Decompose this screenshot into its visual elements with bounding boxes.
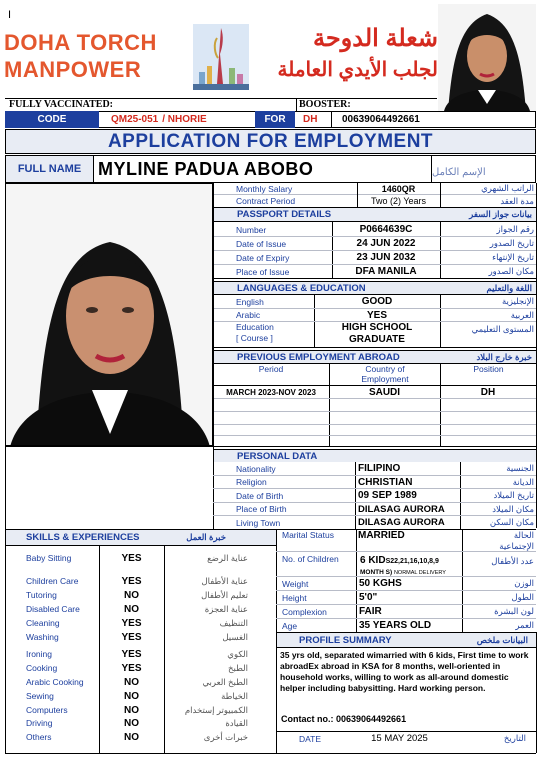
nationality-value: FILIPINO [358, 463, 401, 474]
full-name-ar: الإسم الكامل [431, 156, 535, 182]
code-row [5, 111, 536, 128]
passport-expiry-ar: تاريخ الإنتهاء [492, 252, 534, 262]
profile-summary-text: 35 yrs old, separated wimarried with 6 kids, First time to work abroadEx abroad in KSA for 8 months, well-oriented in household works, willing to work as all-around domestic helper including babysitting. Hard working person. [280, 650, 529, 693]
skill-label: Baby Sitting [26, 553, 72, 563]
passport-expiry-row [236, 251, 536, 264]
children-months: MONTH S) [360, 569, 393, 576]
dob-row [236, 489, 536, 502]
complexion-row [282, 605, 536, 618]
employment-row [213, 386, 536, 398]
passport-place-row [236, 265, 536, 278]
salary-label: Monthly Salary [236, 183, 293, 194]
age-ar: العمر [515, 620, 534, 630]
arabic-label: Arabic [236, 310, 261, 320]
passport-expiry-value: 23 JUN 2032 [356, 252, 416, 263]
pob-row [236, 503, 536, 515]
age-value: 35 YEARS OLD [359, 620, 432, 631]
employment-title: PREVIOUS EMPLOYMENT ABROAD [237, 351, 400, 363]
dob-value: 09 SEP 1989 [358, 490, 417, 501]
education-value-line2: GRADUATE [349, 334, 405, 345]
skill-value: YES [121, 552, 142, 564]
skill-ar: التنظيف [219, 617, 248, 628]
full-name-row [5, 155, 536, 183]
skill-ar: الخياطة [221, 690, 248, 701]
skill-row [6, 617, 276, 629]
height-row [282, 591, 536, 604]
skill-label: Computers [26, 705, 68, 715]
weight-label: Weight [282, 578, 309, 589]
english-value: GOOD [361, 296, 393, 307]
religion-row [236, 476, 536, 488]
living-town-ar: مكان السكن [489, 517, 534, 527]
pob-value: DILASAG AURORA [358, 503, 445, 515]
marital-ar-line2: الإجتماعية [499, 541, 534, 551]
english-label: English [236, 296, 264, 307]
skill-label: Others [26, 732, 52, 742]
children-ar: عدد الأطفال [491, 556, 534, 566]
profile-header [277, 633, 536, 648]
skill-ar: الغسيل [222, 631, 248, 642]
skills-title: SKILLS & EXPERIENCES [26, 532, 140, 543]
nationality-ar: الجنسية [506, 463, 534, 473]
skill-row [6, 589, 276, 601]
children-label: No. of Children [282, 554, 339, 564]
for-label: FOR [255, 111, 295, 128]
passport-issue-value: 24 JUN 2022 [356, 238, 416, 249]
weight-row [282, 577, 536, 590]
passport-number-ar: رقم الجواز [496, 224, 534, 234]
salary-row [236, 183, 536, 194]
weight-value: 50 KGHS [359, 578, 402, 589]
skill-label: Arabic Cooking [26, 677, 84, 687]
english-ar: الإنجليزية [501, 296, 534, 306]
skill-row [6, 704, 276, 716]
employment-period: MARCH 2023-NOV 2023 [226, 387, 316, 397]
weight-ar: الوزن [514, 578, 534, 588]
applicant-photo-large [5, 183, 213, 446]
complexion-label: Complexion [282, 606, 327, 617]
skill-label: Disabled Care [26, 604, 80, 614]
skill-label: Cleaning [26, 618, 60, 628]
living-town-label: Living Town [236, 517, 281, 528]
skill-label: Children Care [26, 576, 79, 586]
booster-label: BOOSTER: [299, 99, 351, 110]
religion-ar: الديانة [512, 476, 534, 487]
skills-title-ar: خبرة العمل [186, 532, 226, 542]
languages-header [213, 281, 536, 295]
torch-logo [193, 24, 249, 90]
marital-ar-line1: الحالة [513, 530, 534, 540]
age-label: Age [282, 620, 298, 631]
age-row [282, 619, 536, 632]
skill-ar: الطبخ [228, 662, 248, 673]
skill-row [6, 648, 276, 660]
skill-row [6, 662, 276, 674]
skill-row [6, 717, 276, 729]
height-label: Height [282, 592, 307, 603]
skill-ar: القيادة [225, 717, 248, 728]
pob-label: Place of Birth [236, 504, 287, 514]
form-title: APPLICATION FOR EMPLOYMENT [5, 129, 536, 154]
skill-ar: تعليم الأطفال [201, 589, 248, 600]
code-value: QM25-051 [111, 114, 159, 125]
employment-country: SAUDI [368, 386, 401, 398]
arabic-ar: العربية [510, 309, 534, 320]
company-name-ar-line1: شعلة الدوحة [312, 25, 438, 52]
skill-label: Ironing [26, 649, 52, 659]
date-value: 15 MAY 2025 [371, 733, 428, 744]
skill-label: Sewing [26, 691, 54, 701]
personal-title: PERSONAL DATA [237, 450, 318, 462]
company-name-ar-line2: لجلب الأيدي العاملة [277, 59, 438, 81]
passport-issue-row [236, 237, 536, 250]
children-delivery-note: NORMAL DELIVERY [393, 570, 446, 576]
religion-label: Religion [236, 477, 267, 487]
passport-issue-label: Date of Issue [236, 238, 287, 249]
contract-row [236, 195, 536, 207]
skill-value: NO [124, 603, 139, 615]
dob-label: Date of Birth [236, 490, 284, 501]
skill-row [6, 575, 276, 587]
profile-title: PROFILE SUMMARY [299, 634, 392, 646]
employment-col-country: Country of Employment [361, 364, 409, 384]
passport-issue-ar: تاريخ الصدور [489, 238, 534, 248]
skill-row [6, 631, 276, 643]
employment-col-period: Period [258, 364, 284, 374]
passport-number-value: P0664639C [359, 224, 413, 235]
passport-expiry-label: Date of Expiry [236, 252, 290, 263]
skill-value: NO [124, 690, 139, 702]
employment-position: DH [480, 386, 496, 398]
arabic-value: YES [366, 309, 387, 321]
skill-value: YES [121, 631, 142, 643]
skill-value: YES [121, 648, 142, 660]
skill-ar: الطبخ العربي [202, 676, 248, 687]
skill-value: NO [124, 589, 139, 601]
skill-ar: عناية الأطفال [201, 575, 248, 586]
passport-place-label: Place of Issue [236, 266, 290, 277]
education-label-line1: Education [236, 322, 274, 332]
skill-label: Tutoring [26, 590, 57, 600]
education-label [236, 322, 314, 344]
education-value-line1: HIGH SCHOOL [341, 322, 413, 333]
skill-row [6, 552, 276, 564]
languages-title-ar: اللغة والتعليم [486, 282, 532, 293]
contract-value: Two (2) Years [370, 196, 427, 206]
living-town-value: DILASAG AURORA [358, 517, 445, 528]
full-name-value: MYLINE PADUA ABOBO [98, 158, 314, 179]
education-value [314, 322, 440, 346]
skill-ar: الكوي [227, 648, 248, 659]
marital-value: MARRIED [358, 530, 405, 541]
height-value: 5'0" [359, 592, 378, 603]
passport-place-ar: مكان الصدور [488, 266, 534, 276]
skill-value: NO [124, 717, 139, 729]
complexion-ar: لون البشرة [494, 606, 534, 616]
skill-row [6, 676, 276, 688]
personal-header [213, 449, 536, 462]
skill-ar: عناية العجزة [204, 603, 248, 614]
code-suffix: / NHORIE [162, 114, 207, 125]
marital-ar [464, 530, 534, 552]
contract-label: Contract Period [236, 196, 296, 206]
nationality-row [236, 462, 536, 475]
profile-title-ar: البيانات ملخص [476, 634, 528, 645]
english-row [236, 295, 536, 308]
living-town-row [236, 516, 536, 529]
date-row [277, 732, 536, 745]
passport-header [213, 208, 536, 222]
skill-row [6, 731, 276, 743]
passport-number-label: Number [236, 224, 267, 235]
dob-ar: تاريخ الميلاد [493, 490, 534, 500]
nationality-label: Nationality [236, 463, 276, 474]
passport-number-row [236, 223, 536, 236]
company-name-en-line1: DOHA TORCH [4, 30, 157, 55]
for-value: DH [295, 111, 331, 128]
company-name-en-line2: MANPOWER [4, 57, 142, 82]
salary-ar: الراتب الشهري [481, 183, 534, 193]
contract-ar: مدة العقد [500, 195, 534, 206]
skill-value: YES [121, 662, 142, 674]
passport-place-value: DFA MANILA [355, 266, 417, 277]
skill-ar: عناية الرضع [207, 552, 248, 563]
skill-ar: خبرات أخرى [203, 731, 248, 742]
applicant-photo-small [438, 4, 536, 111]
arabic-row [236, 309, 536, 321]
complexion-value: FAIR [359, 606, 382, 617]
education-ar: المستوى التعليمي [471, 324, 534, 334]
employment-col-position: Position [473, 364, 504, 374]
marital-label: Marital Status [282, 530, 334, 540]
skill-value: NO [124, 731, 139, 743]
phone-value: 00639064492661 [331, 111, 536, 128]
skills-header [6, 530, 276, 546]
skill-row [6, 603, 276, 615]
children-ages: S22,21,16,10,8,9 [385, 558, 439, 565]
pob-ar: مكان الميلاد [492, 503, 534, 514]
corner-mark: I [8, 9, 12, 21]
skill-value: YES [121, 617, 142, 629]
skill-value: NO [124, 676, 139, 688]
religion-value: CHRISTIAN [358, 476, 413, 488]
skill-label: Washing [26, 632, 59, 642]
full-name-label: FULL NAME [6, 156, 94, 182]
skill-row [6, 690, 276, 702]
skill-value: NO [124, 704, 139, 716]
skill-label: Driving [26, 718, 53, 728]
passport-title: PASSPORT DETAILS [237, 209, 332, 220]
date-ar: التاريخ [503, 733, 526, 743]
skill-ar: الكمبيوتر إستخدام [184, 704, 248, 715]
code-label: CODE [5, 111, 99, 128]
education-label-line2: [ Course ] [236, 333, 273, 343]
skill-value: YES [121, 575, 142, 587]
salary-value: 1460QR [381, 183, 416, 194]
children-value [360, 553, 462, 579]
passport-title-ar: بيانات جواز السفر [469, 209, 532, 219]
skill-label: Cooking [26, 663, 58, 673]
children-count: 6 KID [360, 555, 386, 566]
height-ar: الطول [511, 592, 534, 602]
employment-header [213, 350, 536, 364]
vaccinated-label: FULLY VACCINATED: [9, 99, 114, 110]
date-label: DATE [299, 733, 322, 744]
profile-contact: Contact no.: 00639064492661 [281, 714, 407, 724]
languages-title: LANGUAGES & EDUCATION [237, 282, 366, 294]
employment-title-ar: خبرة خارج البلاد [476, 351, 532, 362]
